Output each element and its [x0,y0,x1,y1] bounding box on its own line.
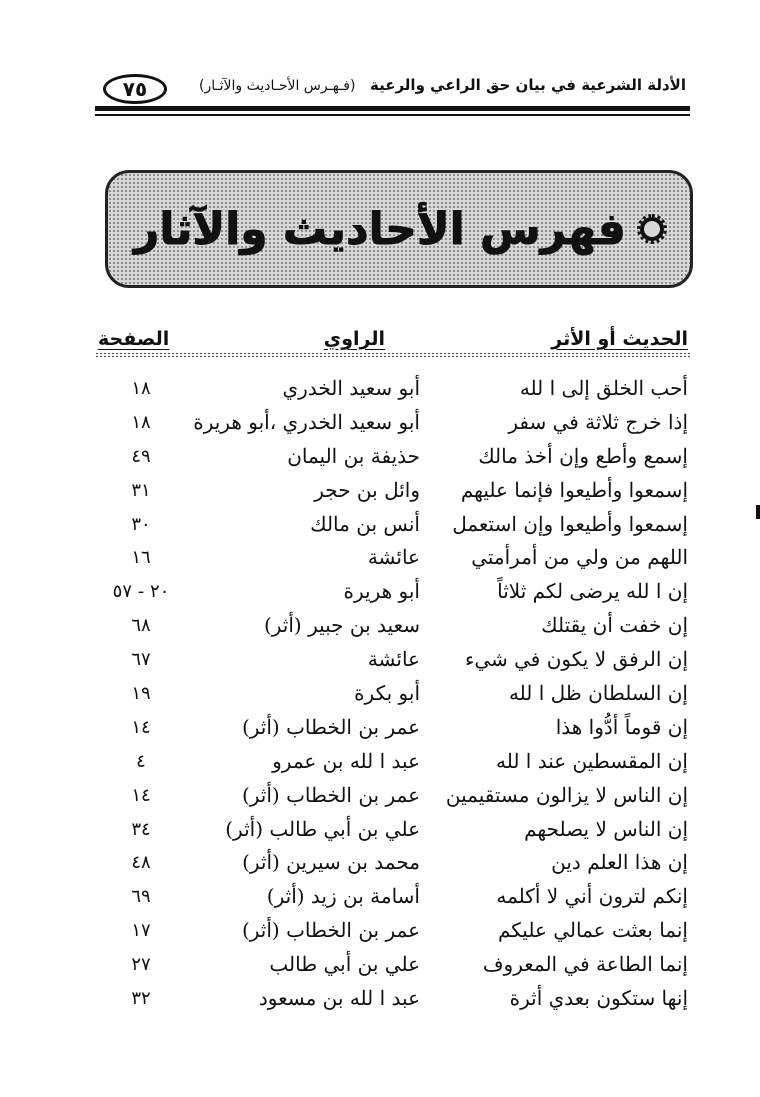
hadith-cell: إسمعوا وأطيعوا وإن استعمل [452,511,688,536]
table-row [95,880,690,914]
hadith-cell: إنكم لترون أني لا أكلمه [496,884,688,909]
table-row [95,609,690,643]
hadith-cell: إنها ستكون بعدي أثرة [509,986,688,1011]
table-row [95,948,690,982]
narrator-cell: علي بن أبي طالب [269,952,420,977]
page-number: ٧٥ [103,74,167,104]
narrator-cell: عبد ا لله بن عمرو [272,748,420,773]
table-row [95,508,690,542]
narrator-cell: عمر بن الخطاب (أثر) [241,782,420,807]
column-header-hadith: الحديث أو الأثر [551,328,688,350]
narrator-cell: وائل بن حجر [314,477,420,502]
header-rule-thin [95,114,690,116]
page-cell: ٣١ [131,479,151,501]
narrator-cell: أبو سعيد الخدري [282,376,420,400]
running-section-title: (فـهـرس الأحـاديث والآثـار) [199,78,356,94]
book-title: الأدلة الشرعية في بيان حق الراعي والرعية [370,76,686,94]
narrator-cell: أبو سعيد الخدري ،أبو هريرة [193,409,420,434]
column-header-page: الصفحة [98,328,170,350]
narrator-cell: عائشة [367,545,420,570]
narrator-cell: عائشة [367,647,420,672]
page-cell: ١٨ [131,378,151,399]
page-cell: ٦٩ [131,886,151,908]
hadith-cell: إن هذا العلم دين [551,850,688,875]
page-cell: ٤٨ [131,852,151,874]
narrator-cell: أنس بن مالك [310,511,420,536]
column-header-narrator: الراوي [323,328,385,350]
page-cell: ١٤ [131,716,151,738]
page-cell: ٢٧ [131,954,151,976]
page-cell: ٣٤ [131,818,151,840]
narrator-cell: عبد ا لله بن مسعود [258,986,420,1011]
header-rule-thick [95,106,690,111]
gear-icon [640,217,664,241]
narrator-cell: محمد بن سيرين (أثر) [242,850,420,875]
page-cell: ٤٩ [131,445,151,467]
running-header [95,70,690,110]
page-cell: ٦٧ [131,649,151,671]
page-cell: ١٧ [131,920,151,942]
hadith-cell: إسمع وأطع وإن أخذ مالك [478,443,688,468]
table-row [95,372,690,406]
table-row [95,677,690,711]
index-banner [105,170,693,288]
hadith-cell: إن قوماً أدُّوا هذا [555,714,688,739]
table-row [95,779,690,813]
hadith-cell: اللهم من ولي من أمرأمتي [471,545,688,570]
hadith-cell: إذا خرج ثلاثة في سفر [508,409,688,434]
hadith-cell: إن ا لله يرضى لكم ثلاثاً [497,579,688,604]
table-row [95,575,690,609]
table-row [95,541,690,575]
page-cell: ١٤ [131,784,151,806]
banner-title: فهرس الأحاديث والآثار [134,203,626,255]
page-cell: ١٩ [131,683,151,705]
hadith-cell: إن الناس لا يصلحهم [524,816,688,841]
narrator-cell: عمر بن الخطاب (أثر) [241,714,420,739]
table-row [95,982,690,1016]
narrator-cell: أسامة بن زيد (أثر) [266,884,420,909]
header-dotted-rule [95,352,690,358]
index-table [95,372,690,1016]
page-cell: ٤ [136,750,146,772]
hadith-cell: إن الرفق لا يكون في شيء [464,647,688,672]
table-row [95,846,690,880]
table-row [95,406,690,440]
narrator-cell: أبو بكرة [354,681,420,706]
scan-edge-mark [756,505,760,519]
table-row [95,440,690,474]
table-row [95,474,690,508]
narrator-cell: عمر بن الخطاب (أثر) [241,918,420,943]
hadith-cell: إن السلطان ظل ا لله [508,681,688,706]
hadith-cell: إن خفت أن يقتلك [541,613,688,638]
table-row [95,745,690,779]
page-cell: ١٨ [131,411,151,433]
table-row [95,914,690,948]
hadith-cell: إن المقسطين عند ا لله [496,748,688,773]
hadith-cell: إن الناس لا يزالون مستقيمين [445,782,688,807]
page-cell: ٣٠ [131,513,151,535]
page-cell: ٦٨ [131,615,151,637]
narrator-cell: حذيفة بن اليمان [287,443,420,468]
narrator-cell: علي بن أبي طالب (أثر) [225,816,420,841]
page-cell: ٣٢ [131,988,151,1010]
table-row [95,711,690,745]
hadith-cell: إنما بعثت عمالي عليكم [497,918,688,943]
table-row [95,813,690,847]
hadith-cell: أحب الخلق إلى ا لله [519,376,688,400]
hadith-cell: إنما الطاعة في المعروف [482,952,688,977]
table-row [95,643,690,677]
page-cell: ١٦ [131,547,151,569]
narrator-cell: سعيد بن جبير (أثر) [263,613,420,638]
page-cell: ٢٠ - ٥٧ [112,581,170,603]
hadith-cell: إسمعوا وأطيعوا فإنما عليهم [460,477,688,502]
narrator-cell: أبو هريرة [343,579,420,604]
